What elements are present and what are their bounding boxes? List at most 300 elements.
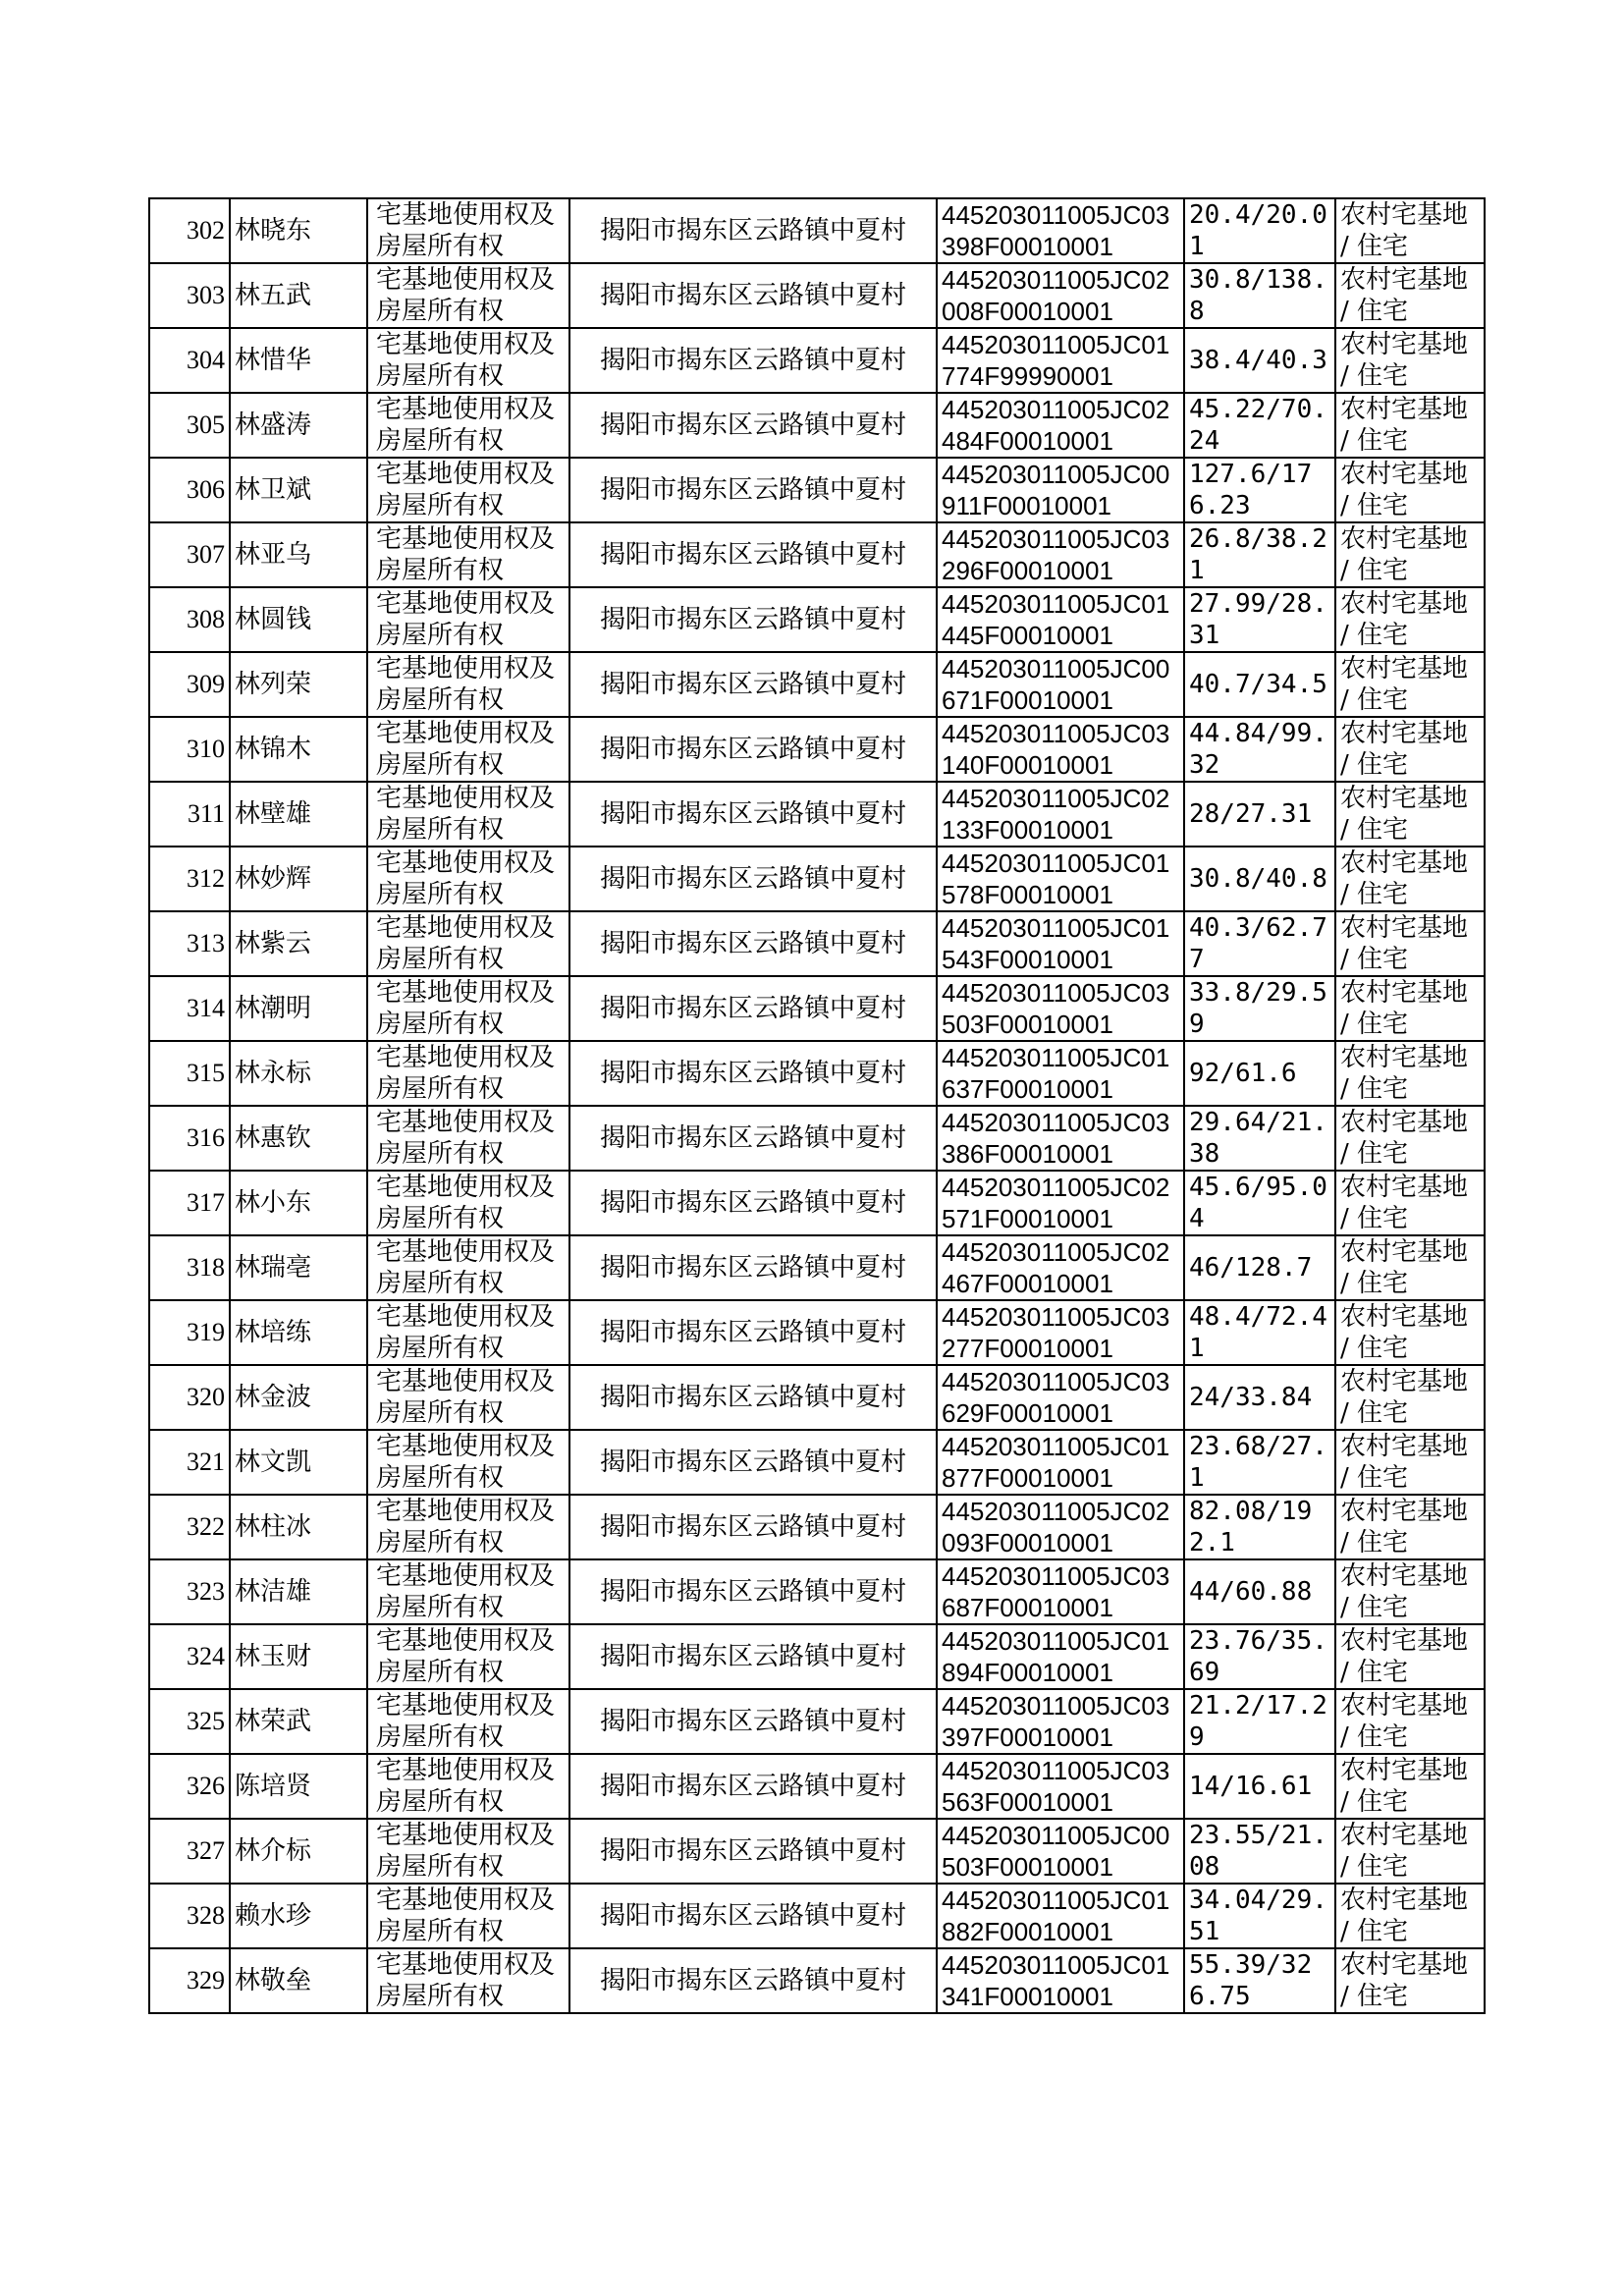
owner-name: 林文凯 bbox=[235, 1448, 312, 1477]
owner-name-cell bbox=[230, 652, 367, 717]
row-number: 315 bbox=[187, 1059, 225, 1087]
area-value: 45.22/70.24 bbox=[1189, 395, 1327, 456]
land-use-cell bbox=[1335, 1041, 1485, 1106]
right-type: 宅基地使用权及房屋所有权 bbox=[376, 330, 556, 391]
owner-name: 陈培贤 bbox=[235, 1772, 312, 1801]
land-use: 农村宅基地 / 住宅 bbox=[1340, 719, 1469, 780]
table-row bbox=[149, 782, 1485, 847]
table-row bbox=[149, 1948, 1485, 2013]
right-type-cell bbox=[367, 1819, 569, 1884]
row-number: 325 bbox=[187, 1707, 225, 1735]
unit-code-cell bbox=[937, 1559, 1184, 1624]
land-use-cell bbox=[1335, 1754, 1485, 1819]
land-use-cell bbox=[1335, 1559, 1485, 1624]
area-value-cell bbox=[1184, 1495, 1335, 1559]
area-value: 24/33.84 bbox=[1189, 1383, 1313, 1412]
unit-code-cell bbox=[937, 782, 1184, 847]
land-use: 农村宅基地 / 住宅 bbox=[1340, 654, 1469, 715]
owner-name: 林列荣 bbox=[235, 670, 312, 699]
owner-name: 林锦木 bbox=[235, 735, 312, 764]
table-row bbox=[149, 1430, 1485, 1495]
area-value: 46/128.7 bbox=[1189, 1253, 1313, 1283]
unit-code: 445203011005JC03563F00010001 bbox=[942, 1756, 1170, 1817]
land-use-cell bbox=[1335, 393, 1485, 458]
registration-table bbox=[148, 197, 1486, 2014]
land-use-cell bbox=[1335, 1106, 1485, 1171]
unit-code: 445203011005JC01877F00010001 bbox=[942, 1432, 1170, 1493]
land-use: 农村宅基地 / 住宅 bbox=[1340, 1561, 1469, 1622]
table-row bbox=[149, 1689, 1485, 1754]
right-type: 宅基地使用权及房屋所有权 bbox=[376, 719, 556, 780]
area-value: 14/16.61 bbox=[1189, 1772, 1313, 1801]
row-number-cell bbox=[149, 911, 230, 976]
owner-name: 林妙辉 bbox=[235, 864, 312, 894]
area-value-cell bbox=[1184, 1365, 1335, 1430]
row-number: 304 bbox=[187, 346, 225, 374]
area-value: 40.3/62.77 bbox=[1189, 913, 1327, 974]
area-value: 45.6/95.04 bbox=[1189, 1173, 1327, 1233]
right-type-cell bbox=[367, 263, 569, 328]
unit-code: 445203011005JC03386F00010001 bbox=[942, 1108, 1170, 1169]
right-type-cell bbox=[367, 393, 569, 458]
table-row bbox=[149, 1819, 1485, 1884]
table-row bbox=[149, 587, 1485, 652]
area-value-cell bbox=[1184, 263, 1335, 328]
unit-code-cell bbox=[937, 263, 1184, 328]
unit-code-cell bbox=[937, 198, 1184, 263]
row-number-cell bbox=[149, 717, 230, 782]
property-address: 揭阳市揭东区云路镇中夏村 bbox=[599, 670, 906, 699]
unit-code: 445203011005JC01543F00010001 bbox=[942, 913, 1170, 974]
land-use: 农村宅基地 / 住宅 bbox=[1340, 1108, 1469, 1169]
table-row bbox=[149, 847, 1485, 911]
row-number: 324 bbox=[187, 1642, 225, 1670]
land-use-cell bbox=[1335, 1171, 1485, 1235]
area-value: 29.64/21.38 bbox=[1189, 1108, 1327, 1169]
area-value: 23.55/21.08 bbox=[1189, 1821, 1327, 1882]
land-use-cell bbox=[1335, 1884, 1485, 1948]
right-type: 宅基地使用权及房屋所有权 bbox=[376, 200, 556, 261]
property-address-cell bbox=[569, 782, 937, 847]
property-address: 揭阳市揭东区云路镇中夏村 bbox=[599, 1772, 906, 1801]
right-type: 宅基地使用权及房屋所有权 bbox=[376, 524, 556, 585]
right-type: 宅基地使用权及房屋所有权 bbox=[376, 589, 556, 650]
property-address-cell bbox=[569, 1884, 937, 1948]
property-address-cell bbox=[569, 1495, 937, 1559]
property-address: 揭阳市揭东区云路镇中夏村 bbox=[599, 1512, 906, 1542]
owner-name-cell bbox=[230, 198, 367, 263]
unit-code-cell bbox=[937, 976, 1184, 1041]
row-number: 329 bbox=[187, 1966, 225, 1994]
land-use: 农村宅基地 / 住宅 bbox=[1340, 1626, 1469, 1687]
property-address-cell bbox=[569, 393, 937, 458]
land-use-cell bbox=[1335, 847, 1485, 911]
property-address-cell bbox=[569, 1754, 937, 1819]
area-value-cell bbox=[1184, 652, 1335, 717]
area-value-cell bbox=[1184, 458, 1335, 522]
right-type-cell bbox=[367, 1495, 569, 1559]
owner-name-cell bbox=[230, 1689, 367, 1754]
unit-code: 445203011005JC01445F00010001 bbox=[942, 589, 1170, 650]
land-use-cell bbox=[1335, 1624, 1485, 1689]
owner-name: 林圆钱 bbox=[235, 605, 312, 634]
property-address: 揭阳市揭东区云路镇中夏村 bbox=[599, 540, 906, 570]
unit-code: 445203011005JC03277F00010001 bbox=[942, 1302, 1170, 1363]
area-value-cell bbox=[1184, 1948, 1335, 2013]
property-address: 揭阳市揭东区云路镇中夏村 bbox=[599, 1318, 906, 1347]
land-use: 农村宅基地 / 住宅 bbox=[1340, 1950, 1469, 2011]
row-number: 320 bbox=[187, 1383, 225, 1411]
owner-name-cell bbox=[230, 263, 367, 328]
land-use: 农村宅基地 / 住宅 bbox=[1340, 1885, 1469, 1946]
area-value-cell bbox=[1184, 1171, 1335, 1235]
table-row bbox=[149, 1300, 1485, 1365]
owner-name: 林永标 bbox=[235, 1059, 312, 1088]
table-row bbox=[149, 522, 1485, 587]
unit-code-cell bbox=[937, 1106, 1184, 1171]
property-address-cell bbox=[569, 976, 937, 1041]
property-address-cell bbox=[569, 717, 937, 782]
unit-code: 445203011005JC03687F00010001 bbox=[942, 1561, 1170, 1622]
right-type: 宅基地使用权及房屋所有权 bbox=[376, 1367, 556, 1428]
unit-code: 445203011005JC01578F00010001 bbox=[942, 848, 1170, 909]
right-type: 宅基地使用权及房屋所有权 bbox=[376, 913, 556, 974]
owner-name: 林培练 bbox=[235, 1318, 312, 1347]
area-value-cell bbox=[1184, 1884, 1335, 1948]
area-value-cell bbox=[1184, 1300, 1335, 1365]
area-value-cell bbox=[1184, 1624, 1335, 1689]
property-address: 揭阳市揭东区云路镇中夏村 bbox=[599, 605, 906, 634]
owner-name: 林介标 bbox=[235, 1836, 312, 1866]
land-use-cell bbox=[1335, 1365, 1485, 1430]
owner-name-cell bbox=[230, 1884, 367, 1948]
property-address: 揭阳市揭东区云路镇中夏村 bbox=[599, 1901, 906, 1931]
row-number-cell bbox=[149, 782, 230, 847]
right-type: 宅基地使用权及房屋所有权 bbox=[376, 1173, 556, 1233]
land-use-cell bbox=[1335, 1235, 1485, 1300]
right-type-cell bbox=[367, 1624, 569, 1689]
land-use: 农村宅基地 / 住宅 bbox=[1340, 1756, 1469, 1817]
land-use-cell bbox=[1335, 1495, 1485, 1559]
unit-code-cell bbox=[937, 1235, 1184, 1300]
unit-code: 445203011005JC02133F00010001 bbox=[942, 784, 1170, 845]
land-use: 农村宅基地 / 住宅 bbox=[1340, 1497, 1469, 1557]
owner-name-cell bbox=[230, 847, 367, 911]
row-number-cell bbox=[149, 1884, 230, 1948]
owner-name-cell bbox=[230, 587, 367, 652]
unit-code-cell bbox=[937, 522, 1184, 587]
row-number: 312 bbox=[187, 864, 225, 893]
land-use-cell bbox=[1335, 1948, 1485, 2013]
row-number: 303 bbox=[187, 281, 225, 309]
property-address-cell bbox=[569, 198, 937, 263]
right-type: 宅基地使用权及房屋所有权 bbox=[376, 1821, 556, 1882]
area-value-cell bbox=[1184, 911, 1335, 976]
table-row bbox=[149, 1495, 1485, 1559]
area-value-cell bbox=[1184, 328, 1335, 393]
unit-code: 445203011005JC03140F00010001 bbox=[942, 719, 1170, 780]
land-use-cell bbox=[1335, 1430, 1485, 1495]
table-row bbox=[149, 393, 1485, 458]
right-type: 宅基地使用权及房屋所有权 bbox=[376, 978, 556, 1039]
unit-code-cell bbox=[937, 1689, 1184, 1754]
row-number-cell bbox=[149, 1171, 230, 1235]
right-type-cell bbox=[367, 1948, 569, 2013]
property-address: 揭阳市揭东区云路镇中夏村 bbox=[599, 735, 906, 764]
right-type: 宅基地使用权及房屋所有权 bbox=[376, 460, 556, 520]
area-value-cell bbox=[1184, 1041, 1335, 1106]
unit-code: 445203011005JC02467F00010001 bbox=[942, 1237, 1170, 1298]
table-row bbox=[149, 1365, 1485, 1430]
property-address: 揭阳市揭东区云路镇中夏村 bbox=[599, 1383, 906, 1412]
row-number-cell bbox=[149, 393, 230, 458]
land-use-cell bbox=[1335, 652, 1485, 717]
table-row bbox=[149, 1041, 1485, 1106]
row-number-cell bbox=[149, 1041, 230, 1106]
area-value: 34.04/29.51 bbox=[1189, 1885, 1327, 1946]
unit-code: 445203011005JC02571F00010001 bbox=[942, 1173, 1170, 1233]
row-number-cell bbox=[149, 1948, 230, 2013]
right-type-cell bbox=[367, 328, 569, 393]
right-type-cell bbox=[367, 1754, 569, 1819]
unit-code-cell bbox=[937, 1041, 1184, 1106]
row-number-cell bbox=[149, 652, 230, 717]
property-address-cell bbox=[569, 587, 937, 652]
land-use: 农村宅基地 / 住宅 bbox=[1340, 848, 1469, 909]
unit-code: 445203011005JC02093F00010001 bbox=[942, 1497, 1170, 1557]
area-value: 38.4/40.3 bbox=[1189, 346, 1327, 375]
land-use: 农村宅基地 / 住宅 bbox=[1340, 1432, 1469, 1493]
property-address: 揭阳市揭东区云路镇中夏村 bbox=[599, 346, 906, 375]
owner-name-cell bbox=[230, 1948, 367, 2013]
property-address: 揭阳市揭东区云路镇中夏村 bbox=[599, 994, 906, 1023]
land-use: 农村宅基地 / 住宅 bbox=[1340, 978, 1469, 1039]
row-number-cell bbox=[149, 1365, 230, 1430]
table-row bbox=[149, 1624, 1485, 1689]
table-row bbox=[149, 198, 1485, 263]
area-value: 127.6/176.23 bbox=[1189, 460, 1313, 520]
owner-name-cell bbox=[230, 782, 367, 847]
area-value: 44/60.88 bbox=[1189, 1577, 1313, 1607]
right-type: 宅基地使用权及房屋所有权 bbox=[376, 1043, 556, 1104]
row-number-cell bbox=[149, 1495, 230, 1559]
property-address-cell bbox=[569, 328, 937, 393]
area-value: 26.8/38.21 bbox=[1189, 524, 1327, 585]
row-number: 327 bbox=[187, 1836, 225, 1865]
right-type: 宅基地使用权及房屋所有权 bbox=[376, 1432, 556, 1493]
right-type-cell bbox=[367, 522, 569, 587]
right-type-cell bbox=[367, 1884, 569, 1948]
unit-code: 445203011005JC03503F00010001 bbox=[942, 978, 1170, 1039]
area-value-cell bbox=[1184, 522, 1335, 587]
row-number: 326 bbox=[187, 1772, 225, 1800]
table-row bbox=[149, 458, 1485, 522]
right-type-cell bbox=[367, 1430, 569, 1495]
land-use-cell bbox=[1335, 976, 1485, 1041]
owner-name: 林潮明 bbox=[235, 994, 312, 1023]
unit-code-cell bbox=[937, 1624, 1184, 1689]
row-number-cell bbox=[149, 198, 230, 263]
owner-name-cell bbox=[230, 1754, 367, 1819]
row-number-cell bbox=[149, 263, 230, 328]
unit-code-cell bbox=[937, 911, 1184, 976]
row-number-cell bbox=[149, 1689, 230, 1754]
right-type: 宅基地使用权及房屋所有权 bbox=[376, 1302, 556, 1363]
unit-code: 445203011005JC02484F00010001 bbox=[942, 395, 1170, 456]
owner-name-cell bbox=[230, 976, 367, 1041]
row-number: 322 bbox=[187, 1512, 225, 1541]
area-value-cell bbox=[1184, 587, 1335, 652]
right-type-cell bbox=[367, 458, 569, 522]
row-number: 309 bbox=[187, 670, 225, 698]
right-type-cell bbox=[367, 1041, 569, 1106]
right-type-cell bbox=[367, 976, 569, 1041]
row-number-cell bbox=[149, 1624, 230, 1689]
area-value-cell bbox=[1184, 717, 1335, 782]
row-number-cell bbox=[149, 1819, 230, 1884]
row-number-cell bbox=[149, 458, 230, 522]
property-address: 揭阳市揭东区云路镇中夏村 bbox=[599, 1188, 906, 1218]
property-address: 揭阳市揭东区云路镇中夏村 bbox=[599, 1966, 906, 1995]
owner-name-cell bbox=[230, 328, 367, 393]
area-value: 92/61.6 bbox=[1189, 1059, 1297, 1088]
property-address-cell bbox=[569, 1235, 937, 1300]
unit-code: 445203011005JC01637F00010001 bbox=[942, 1043, 1170, 1104]
property-address-cell bbox=[569, 1106, 937, 1171]
table-row bbox=[149, 1884, 1485, 1948]
land-use-cell bbox=[1335, 911, 1485, 976]
property-address-cell bbox=[569, 458, 937, 522]
unit-code-cell bbox=[937, 1819, 1184, 1884]
property-address: 揭阳市揭东区云路镇中夏村 bbox=[599, 799, 906, 829]
property-address-cell bbox=[569, 1689, 937, 1754]
property-address-cell bbox=[569, 522, 937, 587]
area-value: 28/27.31 bbox=[1189, 799, 1313, 829]
property-address-cell bbox=[569, 847, 937, 911]
table-row bbox=[149, 1559, 1485, 1624]
unit-code: 445203011005JC00911F00010001 bbox=[942, 460, 1170, 520]
area-value-cell bbox=[1184, 976, 1335, 1041]
land-use-cell bbox=[1335, 782, 1485, 847]
land-use: 农村宅基地 / 住宅 bbox=[1340, 524, 1469, 585]
right-type-cell bbox=[367, 587, 569, 652]
property-address: 揭阳市揭东区云路镇中夏村 bbox=[599, 410, 906, 440]
row-number: 319 bbox=[187, 1318, 225, 1346]
table-row bbox=[149, 1106, 1485, 1171]
property-address: 揭阳市揭东区云路镇中夏村 bbox=[599, 475, 906, 505]
land-use: 农村宅基地 / 住宅 bbox=[1340, 1821, 1469, 1882]
land-use-cell bbox=[1335, 198, 1485, 263]
right-type: 宅基地使用权及房屋所有权 bbox=[376, 1950, 556, 2011]
property-address-cell bbox=[569, 1819, 937, 1884]
unit-code: 445203011005JC02008F00010001 bbox=[942, 265, 1170, 326]
unit-code: 445203011005JC03296F00010001 bbox=[942, 524, 1170, 585]
owner-name: 林紫云 bbox=[235, 929, 312, 958]
right-type-cell bbox=[367, 911, 569, 976]
area-value: 40.7/34.5 bbox=[1189, 670, 1327, 699]
right-type: 宅基地使用权及房屋所有权 bbox=[376, 1237, 556, 1298]
owner-name: 林壁雄 bbox=[235, 799, 312, 829]
owner-name: 林惜华 bbox=[235, 346, 312, 375]
row-number: 328 bbox=[187, 1901, 225, 1930]
unit-code-cell bbox=[937, 587, 1184, 652]
row-number: 305 bbox=[187, 410, 225, 439]
table-body bbox=[149, 198, 1485, 2013]
right-type: 宅基地使用权及房屋所有权 bbox=[376, 1885, 556, 1946]
owner-name: 林晓东 bbox=[235, 216, 312, 246]
right-type-cell bbox=[367, 1559, 569, 1624]
row-number: 306 bbox=[187, 475, 225, 504]
row-number-cell bbox=[149, 1430, 230, 1495]
right-type: 宅基地使用权及房屋所有权 bbox=[376, 1561, 556, 1622]
unit-code-cell bbox=[937, 1948, 1184, 2013]
unit-code-cell bbox=[937, 1171, 1184, 1235]
row-number: 310 bbox=[187, 735, 225, 763]
right-type-cell bbox=[367, 1171, 569, 1235]
area-value-cell bbox=[1184, 393, 1335, 458]
right-type: 宅基地使用权及房屋所有权 bbox=[376, 784, 556, 845]
row-number: 314 bbox=[187, 994, 225, 1022]
land-use-cell bbox=[1335, 458, 1485, 522]
right-type: 宅基地使用权及房屋所有权 bbox=[376, 265, 556, 326]
area-value-cell bbox=[1184, 1819, 1335, 1884]
land-use: 农村宅基地 / 住宅 bbox=[1340, 395, 1469, 456]
unit-code-cell bbox=[937, 328, 1184, 393]
property-address: 揭阳市揭东区云路镇中夏村 bbox=[599, 1059, 906, 1088]
land-use: 农村宅基地 / 住宅 bbox=[1340, 1691, 1469, 1752]
table-row bbox=[149, 263, 1485, 328]
unit-code: 445203011005JC03629F00010001 bbox=[942, 1367, 1170, 1428]
unit-code-cell bbox=[937, 847, 1184, 911]
area-value: 23.76/35.69 bbox=[1189, 1626, 1327, 1687]
table-row bbox=[149, 911, 1485, 976]
property-address-cell bbox=[569, 1559, 937, 1624]
owner-name: 林柱冰 bbox=[235, 1512, 312, 1542]
right-type-cell bbox=[367, 1300, 569, 1365]
owner-name-cell bbox=[230, 1624, 367, 1689]
property-address-cell bbox=[569, 1300, 937, 1365]
property-address-cell bbox=[569, 1430, 937, 1495]
property-address: 揭阳市揭东区云路镇中夏村 bbox=[599, 1577, 906, 1607]
land-use: 农村宅基地 / 住宅 bbox=[1340, 265, 1469, 326]
land-use: 农村宅基地 / 住宅 bbox=[1340, 784, 1469, 845]
land-use-cell bbox=[1335, 328, 1485, 393]
right-type: 宅基地使用权及房屋所有权 bbox=[376, 1756, 556, 1817]
row-number: 308 bbox=[187, 605, 225, 633]
owner-name: 林惠钦 bbox=[235, 1123, 312, 1153]
owner-name-cell bbox=[230, 1106, 367, 1171]
table-row bbox=[149, 1171, 1485, 1235]
area-value: 48.4/72.41 bbox=[1189, 1302, 1327, 1363]
table-row bbox=[149, 652, 1485, 717]
row-number: 313 bbox=[187, 929, 225, 957]
unit-code-cell bbox=[937, 393, 1184, 458]
unit-code-cell bbox=[937, 717, 1184, 782]
property-address: 揭阳市揭东区云路镇中夏村 bbox=[599, 216, 906, 246]
area-value-cell bbox=[1184, 1235, 1335, 1300]
owner-name: 林洁雄 bbox=[235, 1577, 312, 1607]
land-use: 农村宅基地 / 住宅 bbox=[1340, 1302, 1469, 1363]
owner-name-cell bbox=[230, 1235, 367, 1300]
row-number: 317 bbox=[187, 1188, 225, 1217]
land-use-cell bbox=[1335, 1689, 1485, 1754]
owner-name-cell bbox=[230, 1365, 367, 1430]
land-use: 农村宅基地 / 住宅 bbox=[1340, 913, 1469, 974]
right-type-cell bbox=[367, 198, 569, 263]
right-type: 宅基地使用权及房屋所有权 bbox=[376, 1108, 556, 1169]
property-address-cell bbox=[569, 1171, 937, 1235]
owner-name: 林盛涛 bbox=[235, 410, 312, 440]
